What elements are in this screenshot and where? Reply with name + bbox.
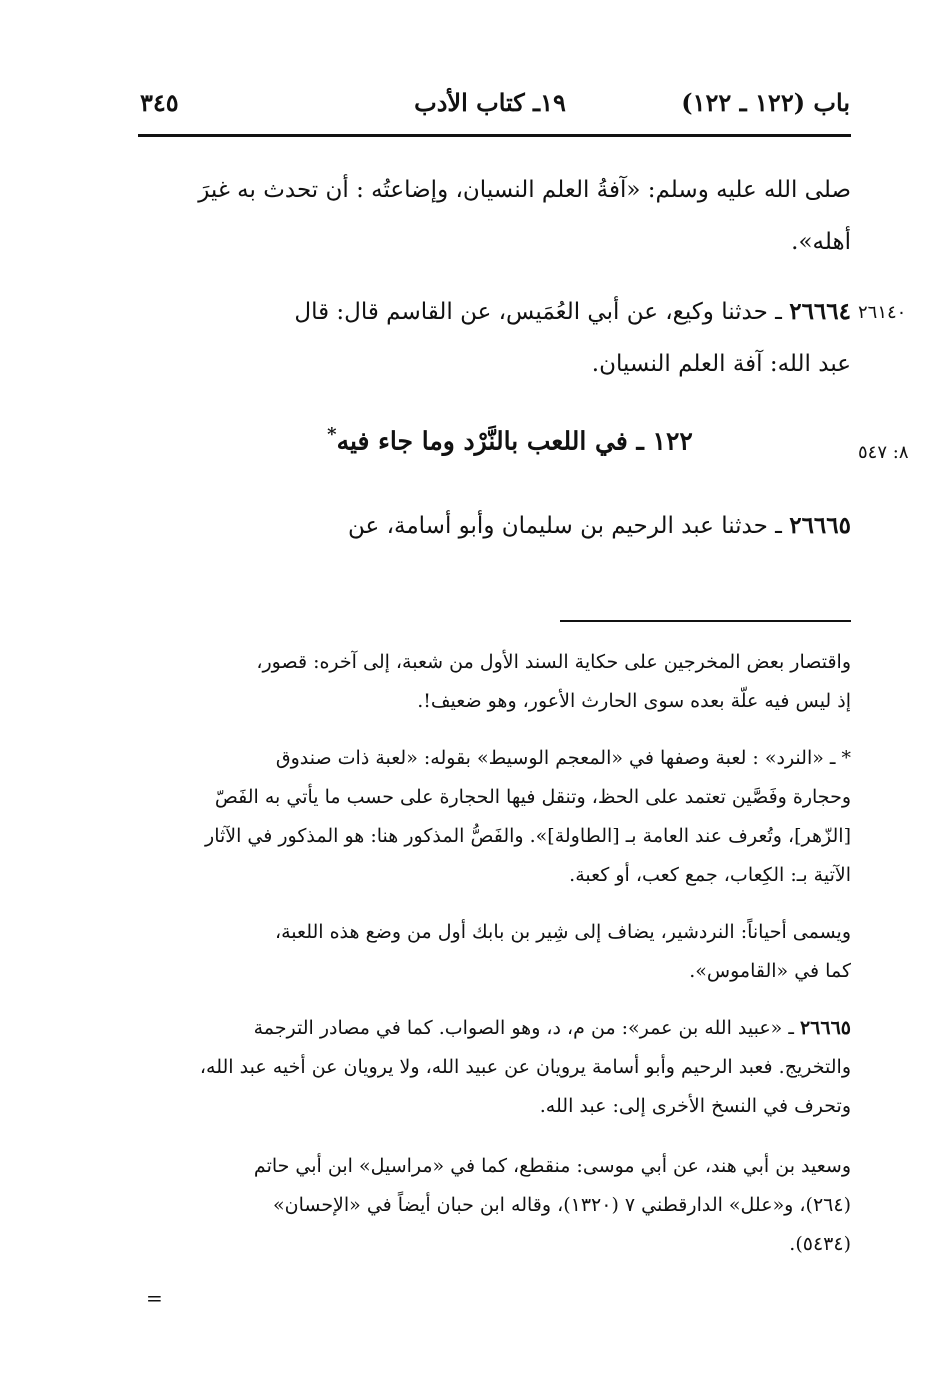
chapter-heading xyxy=(320,424,700,455)
footnote-rule xyxy=(560,620,851,622)
footnote-line: كما في «القاموس». xyxy=(689,960,851,982)
footnote-line: الآتية بـ: الكِعاب، جمع كعب، أو كعبة. xyxy=(569,864,851,886)
hadith-number: ٢٦٦٦٥ xyxy=(789,512,851,539)
continuation-mark: = xyxy=(146,1286,163,1310)
footnote-line: واقتصار بعض المخرجين على حكاية السند الأول من شعبة، إلى آخره: قصور، xyxy=(256,651,851,673)
footnote-line: [الزّهر]، وتُعرف عند العامة بـ [الطاولة]». والفَصُّ المذكور هنا: هو المذكور في الآثار xyxy=(205,825,851,847)
hadith-26664-line xyxy=(138,282,851,342)
chapter-heading-text: ١٢٢ ـ في اللعب بالنَّرْد وما جاء فيه xyxy=(336,426,693,456)
text-line: صلى الله عليه وسلم: «آفةُ العلم النسيان، وإضاعتُه : أن تحدث به غيرَ xyxy=(198,177,851,203)
hadith-text: ـ حدثنا وكيع، عن أبي العُمَيس، عن القاسم قال: قال xyxy=(294,299,782,325)
chapter-range: باب (١٢٢ ـ ١٢٢) xyxy=(681,88,850,117)
book-title: ١٩ـ كتاب الأدب xyxy=(414,88,566,117)
hadith-text: ـ حدثنا عبد الرحيم بن سليمان وأبو أسامة، عن xyxy=(348,513,782,539)
footnote-line: (٢٦٤)، و«علل» الدارقطني ٧ (١٣٢٠)، وقاله ابن حبان أيضاً في «الإحسان» xyxy=(273,1194,851,1216)
footnote-line: ويسمى أحياناً: النردشير، يضاف إلى شِير بن بابك أول من وضع هذه اللعبة، xyxy=(274,921,851,943)
header-rule xyxy=(138,134,851,137)
footnote-line: وحجارة وفَصَّين تعتمد على الحظ، وتنقل فيها الحجارة على حسب ما يأتي به الفَصّ xyxy=(214,786,851,808)
footnote-line: وسعيد بن أبي هند، عن أبي موسى: منقطع، كما في «مراسيل» ابن أبي حاتم xyxy=(253,1155,851,1177)
margin-reference: ٢٦١٤٠ xyxy=(858,302,907,323)
footnote-line: والتخريج. فعبد الرحيم وأبو أسامة يرويان عن عبيد الله، ولا يرويان عن أخيه عبد الله، xyxy=(199,1056,851,1078)
footnote-marker: * xyxy=(327,424,337,445)
page-number: ٣٤٥ xyxy=(140,88,179,117)
text-line: أهله». xyxy=(791,229,851,255)
footnote-line: (٥٤٣٤). xyxy=(789,1233,851,1255)
margin-reference: ٨: ٥٤٧ xyxy=(858,442,909,463)
footnote-line: وتحرف في النسخ الأخرى إلى: عبد الله. xyxy=(539,1095,851,1117)
footnote-line xyxy=(138,1010,851,1047)
text-line: عبد الله: آفة العلم النسيان. xyxy=(591,351,851,377)
footnote-number: ٢٦٦٦٥ xyxy=(799,1017,851,1039)
footnote-text: ـ «عبيد الله بن عمر»: من م، د، وهو الصواب. كما في مصادر الترجمة xyxy=(253,1017,794,1039)
footnote-line: إذ ليس فيه علّة بعده سوى الحارث الأعور، وهو ضعيف!. xyxy=(417,690,851,712)
hadith-number: ٢٦٦٦٤ xyxy=(789,298,851,325)
footnote-line: * ـ «النرد» : لعبة وصفها في «المعجم الوسيط» بقوله: «لعبة ذات صندوق xyxy=(275,747,851,769)
hadith-26665-line xyxy=(138,496,851,556)
